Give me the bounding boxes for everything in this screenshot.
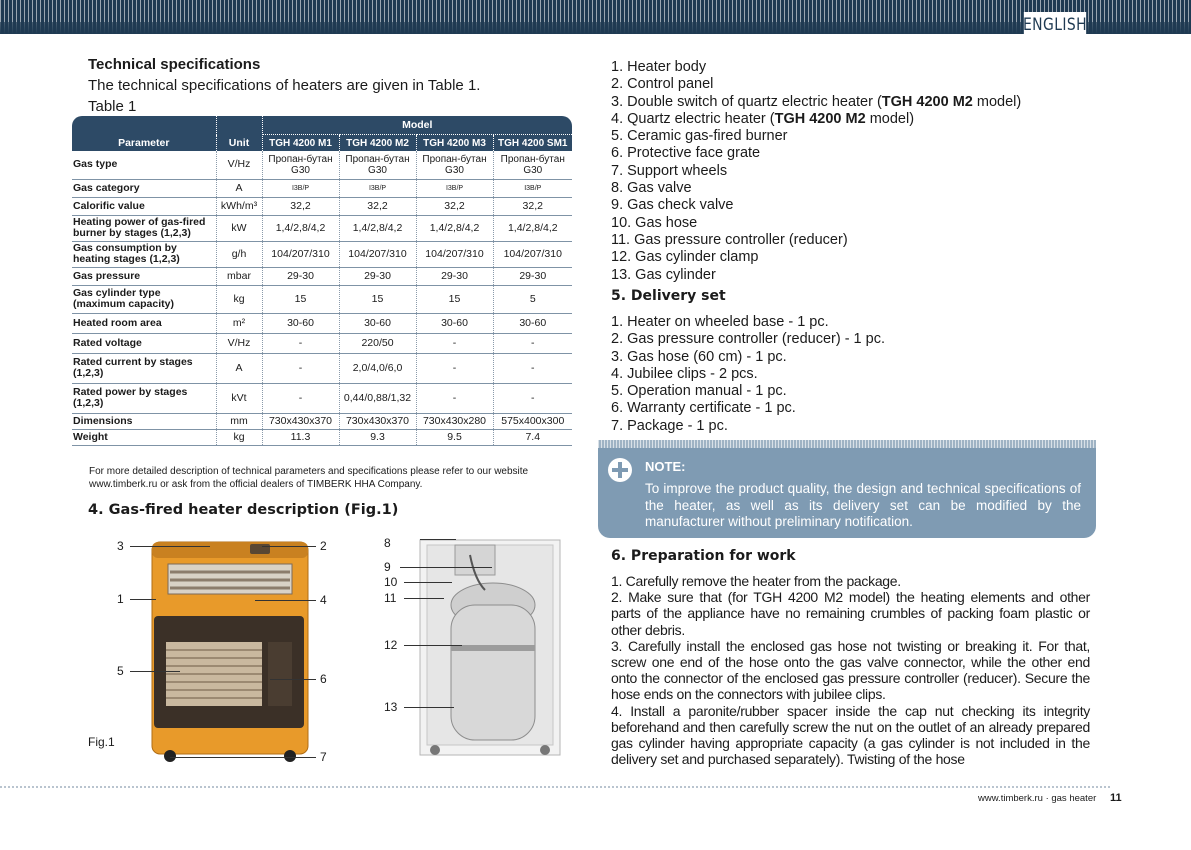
row-value: 104/207/310	[416, 241, 493, 267]
table-row	[72, 179, 572, 197]
delivery-list	[611, 314, 885, 435]
header-parameter: Parameter	[72, 116, 216, 151]
row-unit: g/h	[216, 241, 262, 267]
list-item: 7. Package - 1 pc.	[611, 417, 728, 434]
row-parameter: Gas category	[72, 179, 216, 197]
row-value: 575x400x300	[493, 413, 572, 429]
row-value: 1,4/2,8/4,2	[339, 215, 416, 241]
row-value: 104/207/310	[262, 241, 339, 267]
row-value: 1,4/2,8/4,2	[416, 215, 493, 241]
row-value: -	[262, 353, 339, 383]
parts-list	[611, 59, 1021, 284]
heater-front-image	[140, 530, 320, 765]
list-item: 3. Gas hose (60 cm) - 1 pc.	[611, 348, 787, 365]
list-item: 1. Heater body	[611, 59, 707, 75]
row-value: -	[416, 383, 493, 413]
row-value: 9.3	[339, 429, 416, 445]
row-value: Пропан-бутан G30	[339, 151, 416, 179]
row-value: -	[416, 333, 493, 353]
header-model: Model	[262, 116, 572, 135]
page-number: 11	[1110, 792, 1122, 804]
callout-1: 1	[117, 592, 124, 606]
list-item: 6. Protective face grate	[611, 145, 761, 162]
callout-2: 2	[320, 539, 327, 553]
row-value: 15	[262, 285, 339, 313]
callout-3: 3	[117, 539, 124, 553]
row-unit: mm	[216, 413, 262, 429]
list-item: 12. Gas cylinder clamp	[611, 249, 759, 266]
row-value: Пропан-бутан G30	[493, 151, 572, 179]
row-unit: V/Hz	[216, 333, 262, 353]
row-parameter: Gas cylinder type (maximum capacity)	[72, 285, 216, 313]
row-parameter: Gas type	[72, 151, 216, 179]
figure-caption: Fig.1	[88, 735, 115, 749]
row-value: 2,0/4,0/6,0	[339, 353, 416, 383]
row-value: Пропан-бутан G30	[262, 151, 339, 179]
table-row	[72, 215, 572, 241]
row-parameter: Rated voltage	[72, 333, 216, 353]
row-value: I3B/P	[262, 179, 339, 197]
row-value: 730x430x280	[416, 413, 493, 429]
table-row	[72, 413, 572, 429]
language-label: ENGLISH	[1024, 12, 1086, 38]
row-value: I3B/P	[339, 179, 416, 197]
header-bar	[0, 0, 1191, 34]
row-value: 30-60	[493, 313, 572, 333]
row-value: 104/207/310	[493, 241, 572, 267]
plus-icon	[608, 458, 632, 482]
callout-5: 5	[117, 664, 124, 678]
delivery-title: 5. Delivery set	[611, 288, 726, 304]
callout-7: 7	[320, 750, 327, 764]
callout-11: 11	[384, 591, 397, 605]
row-value: 29-30	[262, 267, 339, 285]
row-unit: A	[216, 179, 262, 197]
row-value: 32,2	[339, 197, 416, 215]
row-value: -	[416, 353, 493, 383]
row-parameter: Weight	[72, 429, 216, 445]
callout-12: 12	[384, 638, 398, 652]
note-title: NOTE:	[645, 459, 686, 474]
callout-10: 10	[384, 575, 398, 589]
list-item: 5. Operation manual - 1 pc.	[611, 383, 787, 400]
row-value: 1,4/2,8/4,2	[493, 215, 572, 241]
section-4-title: 4. Gas-fired heater description (Fig.1)	[88, 502, 399, 518]
header-model-1: TGH 4200 M1	[262, 135, 339, 152]
heater-back-image	[415, 535, 565, 765]
specs-intro: The technical specifications of heaters are given in Table 1.	[88, 77, 481, 94]
row-value: -	[493, 333, 572, 353]
row-value: 104/207/310	[339, 241, 416, 267]
spec-table	[72, 116, 572, 446]
list-item: 1. Heater on wheeled base - 1 pc.	[611, 314, 829, 330]
row-parameter: Heating power of gas-fired burner by stages (1,2,3)	[72, 215, 216, 241]
table-row	[72, 151, 572, 179]
row-value: 29-30	[339, 267, 416, 285]
table-row	[72, 333, 572, 353]
row-value: -	[493, 353, 572, 383]
list-item: 10. Gas hose	[611, 214, 698, 231]
row-value: 5	[493, 285, 572, 313]
row-value: 0,44/0,88/1,32	[339, 383, 416, 413]
footer-url: www.timberk.ru · gas heater	[978, 793, 1097, 804]
table-row	[72, 313, 572, 333]
paragraph: 2. Make sure that (for TGH 4200 M2 model) the heating elements and other parts of the appliance have no remaining crumbles of packing foam plastic or other debris.	[611, 589, 1090, 638]
row-unit: kW	[216, 215, 262, 241]
list-item: 11. Gas pressure controller (reducer)	[611, 231, 848, 248]
note-box	[598, 440, 1096, 538]
row-parameter: Calorific value	[72, 197, 216, 215]
specs-title: Technical specifications	[88, 56, 261, 73]
row-value: -	[493, 383, 572, 413]
row-parameter: Heated room area	[72, 313, 216, 333]
paragraph: 4. Install a paronite/rubber spacer inside the cap nut checking its integrity beforehand and then carefully screw the nut on the outlet of an already prepared gas cylinder having appropriate capacity (a gas cylinder is not included in the delivery set and purchased separately). Twisting of the hose	[611, 702, 1090, 768]
note-text: To improve the product quality, the design and technical specifications of the heater, as well as its delivery set can be modified by the manufacturer without preliminary notification.	[645, 481, 1081, 529]
row-value: 11.3	[262, 429, 339, 445]
row-unit: kWh/m³	[216, 197, 262, 215]
list-item: 3. Double switch of quartz electric heater (TGH 4200 M2 model)	[611, 93, 1022, 110]
paragraph: 1. Carefully remove the heater from the package.	[611, 573, 901, 589]
row-value: 29-30	[416, 267, 493, 285]
table-row	[72, 383, 572, 413]
table-note: For more detailed description of technical parameters and specifications please refer to our website www.timberk.ru or ask from the official dealers of TIMBERK HHA Company.	[89, 466, 529, 490]
list-item: 6. Warranty certificate - 1 pc.	[611, 400, 796, 417]
table-row	[72, 241, 572, 267]
row-value: I3B/P	[416, 179, 493, 197]
row-value: 32,2	[262, 197, 339, 215]
row-parameter: Rated current by stages (1,2,3)	[72, 353, 216, 383]
table-label: Table 1	[88, 98, 137, 115]
row-parameter: Gas pressure	[72, 267, 216, 285]
row-value: 7.4	[493, 429, 572, 445]
row-value: 220/50	[339, 333, 416, 353]
row-parameter: Dimensions	[72, 413, 216, 429]
table-row	[72, 353, 572, 383]
row-value: 730x430x370	[262, 413, 339, 429]
table-row	[72, 267, 572, 285]
list-item: 2. Control panel	[611, 76, 714, 93]
list-item: 7. Support wheels	[611, 162, 728, 179]
row-value: 30-60	[262, 313, 339, 333]
row-value: 9.5	[416, 429, 493, 445]
footer-divider	[0, 786, 1110, 788]
row-value: 32,2	[416, 197, 493, 215]
list-item: 9. Gas check valve	[611, 197, 734, 214]
row-value: -	[262, 333, 339, 353]
preparation-title: 6. Preparation for work	[611, 548, 796, 564]
row-unit: V/Hz	[216, 151, 262, 179]
list-item: 5. Ceramic gas-fired burner	[611, 128, 788, 145]
header-model-3: TGH 4200 M3	[416, 135, 493, 152]
row-value: 30-60	[339, 313, 416, 333]
row-value: -	[262, 383, 339, 413]
callout-9: 9	[384, 560, 391, 574]
row-value: Пропан-бутан G30	[416, 151, 493, 179]
callout-8: 8	[384, 536, 391, 550]
row-value: 32,2	[493, 197, 572, 215]
table-row	[72, 197, 572, 215]
list-item: 2. Gas pressure controller (reducer) - 1 pc.	[611, 331, 885, 348]
row-unit: kg	[216, 429, 262, 445]
row-unit: kVt	[216, 383, 262, 413]
preparation-text	[611, 573, 1090, 767]
row-value: 15	[339, 285, 416, 313]
header-model-4: TGH 4200 SM1	[493, 135, 572, 152]
row-value: 730x430x370	[339, 413, 416, 429]
callout-13: 13	[384, 700, 398, 714]
table-row	[72, 429, 572, 445]
table-row	[72, 285, 572, 313]
list-item: 13. Gas cylinder	[611, 266, 716, 283]
row-unit: mbar	[216, 267, 262, 285]
callout-6: 6	[320, 672, 327, 686]
list-item: 4. Jubilee clips - 2 pcs.	[611, 365, 758, 382]
row-value: 1,4/2,8/4,2	[262, 215, 339, 241]
header-model-2: TGH 4200 M2	[339, 135, 416, 152]
row-unit: A	[216, 353, 262, 383]
row-value: 15	[416, 285, 493, 313]
paragraph: 3. Carefully install the enclosed gas hose not twisting or breaking it. For that, screw one end of the hose onto the gas valve connector, while the other end onto the connector of the enclosed gas pressure controller (reducer). Secure the hose ends on the connectors with jubilee clips.	[611, 637, 1090, 703]
row-value: I3B/P	[493, 179, 572, 197]
callout-4: 4	[320, 593, 327, 607]
row-parameter: Gas consumption by heating stages (1,2,3)	[72, 241, 216, 267]
row-parameter: Rated power by stages (1,2,3)	[72, 383, 216, 413]
row-value: 29-30	[493, 267, 572, 285]
header-unit: Unit	[216, 116, 262, 151]
list-item: 8. Gas valve	[611, 180, 692, 197]
row-value: 30-60	[416, 313, 493, 333]
row-unit: m²	[216, 313, 262, 333]
row-unit: kg	[216, 285, 262, 313]
list-item: 4. Quartz electric heater (TGH 4200 M2 model)	[611, 110, 915, 127]
